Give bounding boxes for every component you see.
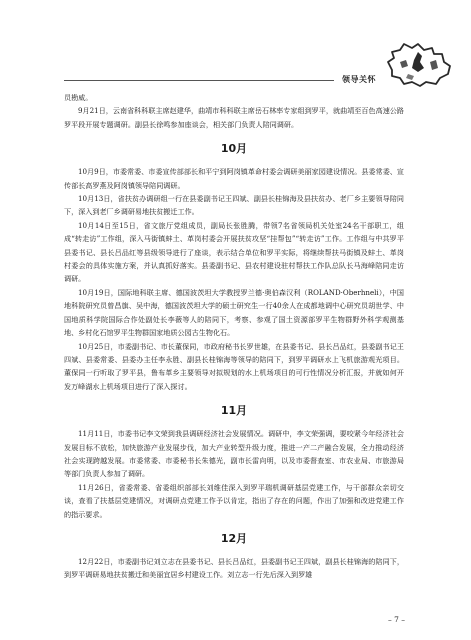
paragraph: 11月26日，省委常委、省委组织部部长刘维佳深入到罗平瑞机调研基层党建工作，与干部群众亲切交谈，查看了扶基层党建情况，对调研点党建工作予以肯定，指出了存在的问题，作出了加强和改进党建工作的指示要求。: [64, 482, 404, 519]
paragraph: 10月14日至15日，省文旅厅党组成员，副局长张胜腾，带领7名省领局机关处室24名干部职工，组成“转走访”工作组，深入马街镇蚌土、革岗村委会开展扶贫攻坚“挂帮包”“转走访”工作。工作组与中共罗平县委书记、县长吕品红等县级领导进行了座谈，表示结合单位和罗平实际，将继续帮扶马街镇及蚌土、革岗村委会的具体实施方案，并认真抓好落实。县委副书记、县农村建设驻村帮扶工作队总队长马海峰陪同走访调研。: [64, 220, 404, 284]
month-heading-november: [64, 393, 404, 427]
page-number: – 7 –: [388, 615, 406, 624]
paragraph: 12月22日，市委副书记刘立志在县委书记、县长吕品红，县委副书记王四斌，副县长桂锦海的陪同下，到罗平调研易地扶贫搬迁和美丽宜居乡村建设工作。刘立志一行先后深入到罗雄: [64, 556, 404, 580]
section-title: 领导关怀: [342, 75, 376, 84]
map-outline-icon: [378, 40, 458, 88]
month-heading: 10月: [220, 142, 248, 156]
paragraph: 10月13日，省扶贫办调研组一行在县委副书记王四斌、副县长桂锦海及县扶贫办、老厂乡主要领导陪同下，深入到老厂乡调研易地扶贫搬迁工作。: [64, 194, 404, 217]
paragraph: 11月11日，市委书记李文荣到我县调研经济社会发展情况。调研中，李文荣强调，要咬紧今年经济社会发展目标不放松，加快旅游产业发展步伐，加大产业转型升级力度，推进一产二产融合发展，全力推动经济社会实现跨越发展。市委常委、市委秘书长朱德光，副市长雷向明，以及市委督查室、市农业局、市旅游局等部门负责人参加了调研。: [64, 429, 404, 479]
paragraph: 员勘威。: [64, 93, 93, 102]
paragraph: 10月19日，国际地科联主席、德国波茨坦大学教授罗兰德·奥伯森汉利（ROLAND·Oberhneli），中国地科院研究员曾昌旗、吴中海，德国波茨坦大学的硕士研究生一行40余人在成都地调中心研究员胡世学、中国地质科学院国际合作处副处长李薇等人的陪同下，考察、参观了国土资源部罗平生物群野外科学观测基地、乡村化石馆罗平生物群国家地质公园古生物化石。: [64, 287, 404, 338]
month-heading-december: [64, 521, 404, 555]
paragraph: 9月21日，云南省科科联主席赵建华，曲靖市科科联主席岳石林率专家组到罗平，就曲靖至百色高速公路罗平段开展专题调研。副县长徐鸣参加座谈会，相关部门负责人陪同调研。: [64, 106, 404, 129]
month-heading-october: [64, 131, 404, 165]
paragraph: 10月25日，市委副书记、市长董保同，市政府秘书长罗世雄，在县委书记、县长吕品红，县委副书记王四斌、县委常委、县委办主任李永胜、副县长桂锦海等领导的陪同下，到罗平调研水上飞机旅游观光项目。董保同一行听取了罗平县，鲁布革乡主要领导对拟规划的水上机场项目的可行性情况分析汇报，并就如何开发万峰湖水上机场项目进行了深入探讨。: [64, 341, 404, 391]
paragraph: 10月9日，市委常委、市委宣传部部长和平宁到阿岗镇革命村委会调研美丽家园建设情况。县委常委、宣传部长高罗燕及阿岗镇领导陪同调研。: [64, 167, 404, 190]
page-header: [0, 0, 471, 88]
article-body: [64, 91, 404, 582]
month-heading: 11月: [220, 404, 248, 418]
header-rule: [64, 80, 334, 81]
month-heading: 12月: [220, 531, 248, 545]
